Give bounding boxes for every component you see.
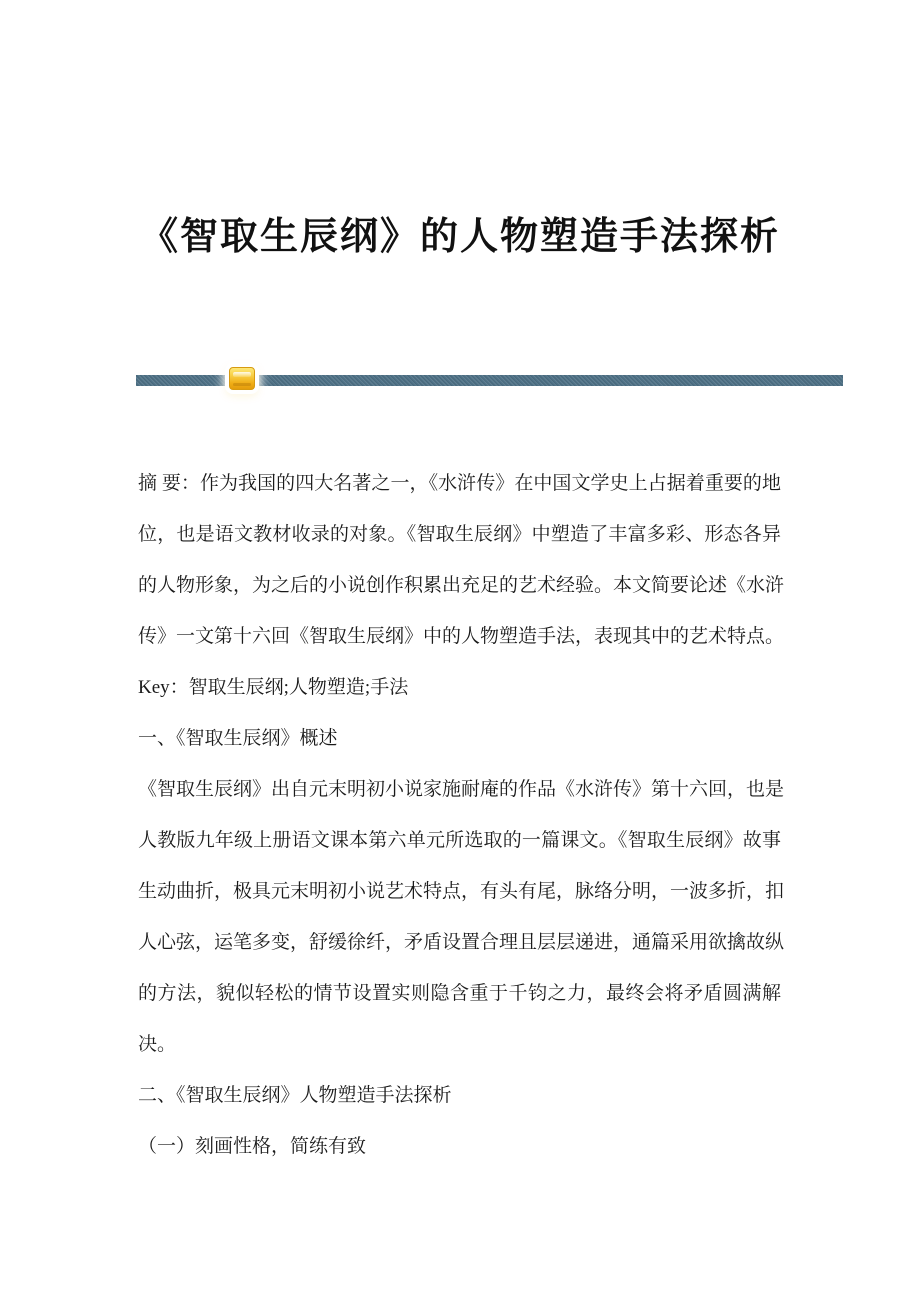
section1-line: 的方法，貌似轻松的情节设置实则隐含重于千钧之力，最终会将矛盾圆满解 bbox=[138, 983, 781, 1004]
section1-line: 《智取生辰纲》出自元末明初小说家施耐庵的作品《水浒传》第十六回，也是 bbox=[138, 779, 785, 800]
abstract-line: 位，也是语文教材收录的对象。《智取生辰纲》中塑造了丰富多彩、形态各异 bbox=[138, 524, 781, 545]
section2-subheading: （一）刻画性格，简练有致 bbox=[138, 1136, 367, 1157]
document-body bbox=[138, 458, 785, 1172]
abstract-line: 传》一文第十六回《智取生辰纲》中的人物塑造手法，表现其中的艺术特点。 bbox=[138, 626, 785, 647]
section1-heading: 一、《智取生辰纲》概述 bbox=[138, 728, 338, 749]
section1-line: 人心弦，运笔多变，舒缓徐纤，矛盾设置合理且层层递进，通篇采用欲擒故纵 bbox=[138, 932, 785, 953]
section1-line: 生动曲折，极具元末明初小说艺术特点，有头有尾，脉络分明，一波多折，扣 bbox=[138, 881, 785, 902]
abstract-line: 的人物形象，为之后的小说创作积累出充足的艺术经验。本文简要论述《水浒 bbox=[138, 575, 785, 596]
section1-line: 人教版九年级上册语文课本第六单元所选取的一篇课文。《智取生辰纲》故事 bbox=[138, 830, 781, 851]
keywords-line: Key：智取生辰纲;人物塑造;手法 bbox=[138, 677, 409, 698]
document-title: 《智取生辰纲》的人物塑造手法探析 bbox=[139, 216, 780, 258]
section2-heading: 二、《智取生辰纲》人物塑造手法探析 bbox=[138, 1085, 452, 1106]
gold-seal-icon bbox=[229, 367, 255, 390]
section1-line: 决。 bbox=[138, 1034, 177, 1055]
abstract-line: 摘 要：作为我国的四大名著之一，《水浒传》在中国文学史上占据着重要的地 bbox=[138, 473, 781, 494]
